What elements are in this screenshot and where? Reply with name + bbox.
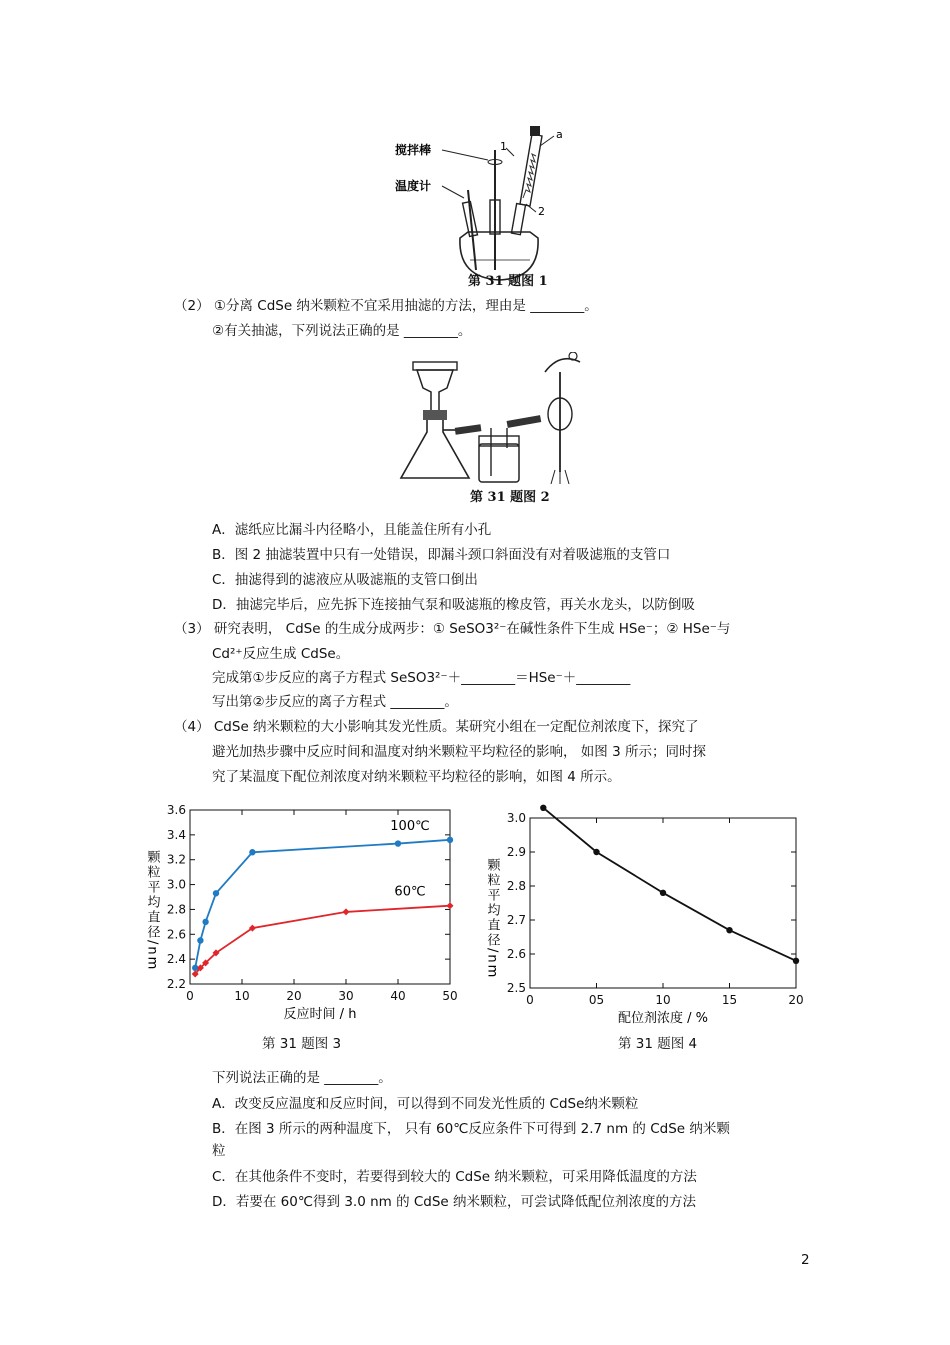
y-tick-label: 3.6 (166, 803, 186, 817)
y-tick-label: 2.8 (506, 879, 526, 893)
q4-line-1: （4） CdSe 纳米颗粒的大小影响其发光性质。某研究小组在一定配位剂浓度下，探究了 (174, 719, 699, 735)
x-tick-label: 15 (721, 993, 738, 1007)
data-point (202, 919, 208, 925)
x-tick-label: 20 (286, 989, 302, 1003)
data-point (660, 890, 666, 896)
label-1: 1 (500, 140, 507, 153)
q2-option-d: D．抽滤完毕后，应先拆下连接抽气泵和吸滤瓶的橡皮管，再关水龙头，以防倒吸 (212, 597, 695, 613)
q4-option-b-line-2: 粒 (212, 1143, 226, 1159)
label-thermometer: 温度计 (395, 179, 432, 193)
y-axis-label: 颗粒平均直径/nm (144, 850, 160, 972)
y-tick-label: 3.0 (166, 877, 186, 892)
y-tick-label: 2.8 (166, 902, 186, 917)
plot-frame (530, 818, 796, 988)
x-tick-label: 0 (186, 989, 194, 1003)
data-point (395, 840, 401, 846)
x-tick-label: 0 (526, 993, 534, 1007)
y-tick-label: 2.6 (506, 947, 526, 961)
page-number: 2 (801, 1252, 810, 1268)
series-label: 100℃ (390, 818, 430, 834)
figure-2-caption: 第 31 题图 2 (470, 490, 550, 505)
data-point (447, 902, 454, 909)
q4-prompt: 下列说法正确的是 ________。 (212, 1070, 392, 1086)
y-tick-label: 3.2 (166, 852, 186, 867)
q2-option-a: A．滤纸应比漏斗内径略小，且能盖住所有小孔 (212, 522, 492, 538)
q4-option-b-line-1: B．在图 3 所示的两种温度下， 只有 60℃反应条件下可得到 2.7 nm 的 CdSe 纳米颗 (212, 1121, 730, 1137)
q2-option-c: C．抽滤得到的滤液应从吸滤瓶的支管口倒出 (212, 572, 478, 588)
chart-4-caption: 第 31 题图 4 (618, 1036, 698, 1052)
x-tick-label: 10 (655, 993, 671, 1007)
chart-3-caption: 第 31 题图 3 (262, 1036, 342, 1052)
data-point (213, 890, 219, 896)
series-line-1 (195, 906, 450, 974)
y-tick-label: 3.4 (166, 827, 186, 842)
y-tick-label: 2.6 (166, 927, 186, 942)
q4-option-d: D．若要在 60℃得到 3.0 nm 的 CdSe 纳米颗粒，可尝试降低配位剂浓度的方法 (212, 1194, 697, 1210)
q2-line-2: ②有关抽滤，下列说法正确的是 ________。 (212, 323, 472, 339)
q4-option-a: A．改变反应温度和反应时间，可以得到不同发光性质的 CdSe纳米颗粒 (212, 1096, 639, 1112)
x-tick-label: 50 (442, 989, 458, 1003)
x-axis-label: 配位剂浓度 / % (618, 1011, 708, 1026)
q2-option-b: B．图 2 抽滤装置中只有一处错误，即漏斗颈口斜面没有对着吸滤瓶的支管口 (212, 547, 671, 563)
y-tick-label: 2.2 (166, 977, 186, 991)
q3-line-1: （3） 研究表明， CdSe 的生成分成两步：① SeSO3²⁻在碱性条件下生成 HSe⁻；② HSe⁻与 (174, 621, 731, 637)
x-tick-label: 30 (338, 989, 354, 1003)
data-point (793, 958, 799, 964)
chart-figure-4 (480, 800, 810, 1030)
q4-line-3: 究了某温度下配位剂浓度对纳米颗粒平均粒径的影响，如图 4 所示。 (212, 769, 621, 785)
y-tick-label: 3.0 (506, 811, 526, 825)
data-point (249, 849, 255, 855)
series-line-0 (195, 840, 450, 968)
data-point (593, 849, 599, 855)
y-tick-label: 2.7 (506, 913, 526, 927)
y-tick-label: 2.5 (506, 981, 526, 995)
y-axis-label: 颗粒平均直径/nm (484, 858, 500, 980)
data-point (343, 908, 350, 915)
data-point (447, 837, 453, 843)
q4-line-2: 避光加热步骤中反应时间和温度对纳米颗粒平均粒径的影响， 如图 3 所示；同时探 (212, 744, 706, 760)
q2-line-1: （2） ①分离 CdSe 纳米颗粒不宜采用抽滤的方法，理由是 ________。 (174, 298, 598, 314)
x-tick-label: 20 (788, 993, 804, 1007)
y-tick-label: 2.9 (506, 845, 526, 859)
y-tick-label: 2.4 (166, 952, 186, 967)
figure-1-apparatus (390, 120, 580, 290)
chart-figure-3 (140, 800, 470, 1030)
q3-line-2: Cd²⁺反应生成 CdSe。 (212, 646, 350, 662)
x-axis-label: 反应时间 / h (283, 1007, 357, 1022)
x-tick-label: 40 (390, 989, 406, 1003)
series-label: 60℃ (394, 884, 426, 900)
x-tick-label: 05 (588, 993, 605, 1007)
figure-1-caption: 第 31 题图 1 (468, 274, 548, 289)
data-point (197, 937, 203, 943)
series-line-0 (543, 808, 796, 961)
data-point (540, 805, 546, 811)
q3-line-4: 写出第②步反应的离子方程式 ________。 (212, 694, 458, 710)
q3-line-3: 完成第①步反应的离子方程式 SeSO3²⁻＋________＝HSe⁻＋________ (212, 670, 631, 686)
label-2: 2 (538, 205, 545, 218)
data-point (726, 927, 732, 933)
q4-option-c: C．在其他条件不变时，若要得到较大的 CdSe 纳米颗粒，可采用降低温度的方法 (212, 1169, 697, 1185)
x-tick-label: 10 (234, 989, 250, 1003)
label-a: a (556, 128, 563, 141)
label-stir-rod: 搅拌棒 (395, 143, 432, 157)
figure-2-filtration (395, 352, 595, 487)
